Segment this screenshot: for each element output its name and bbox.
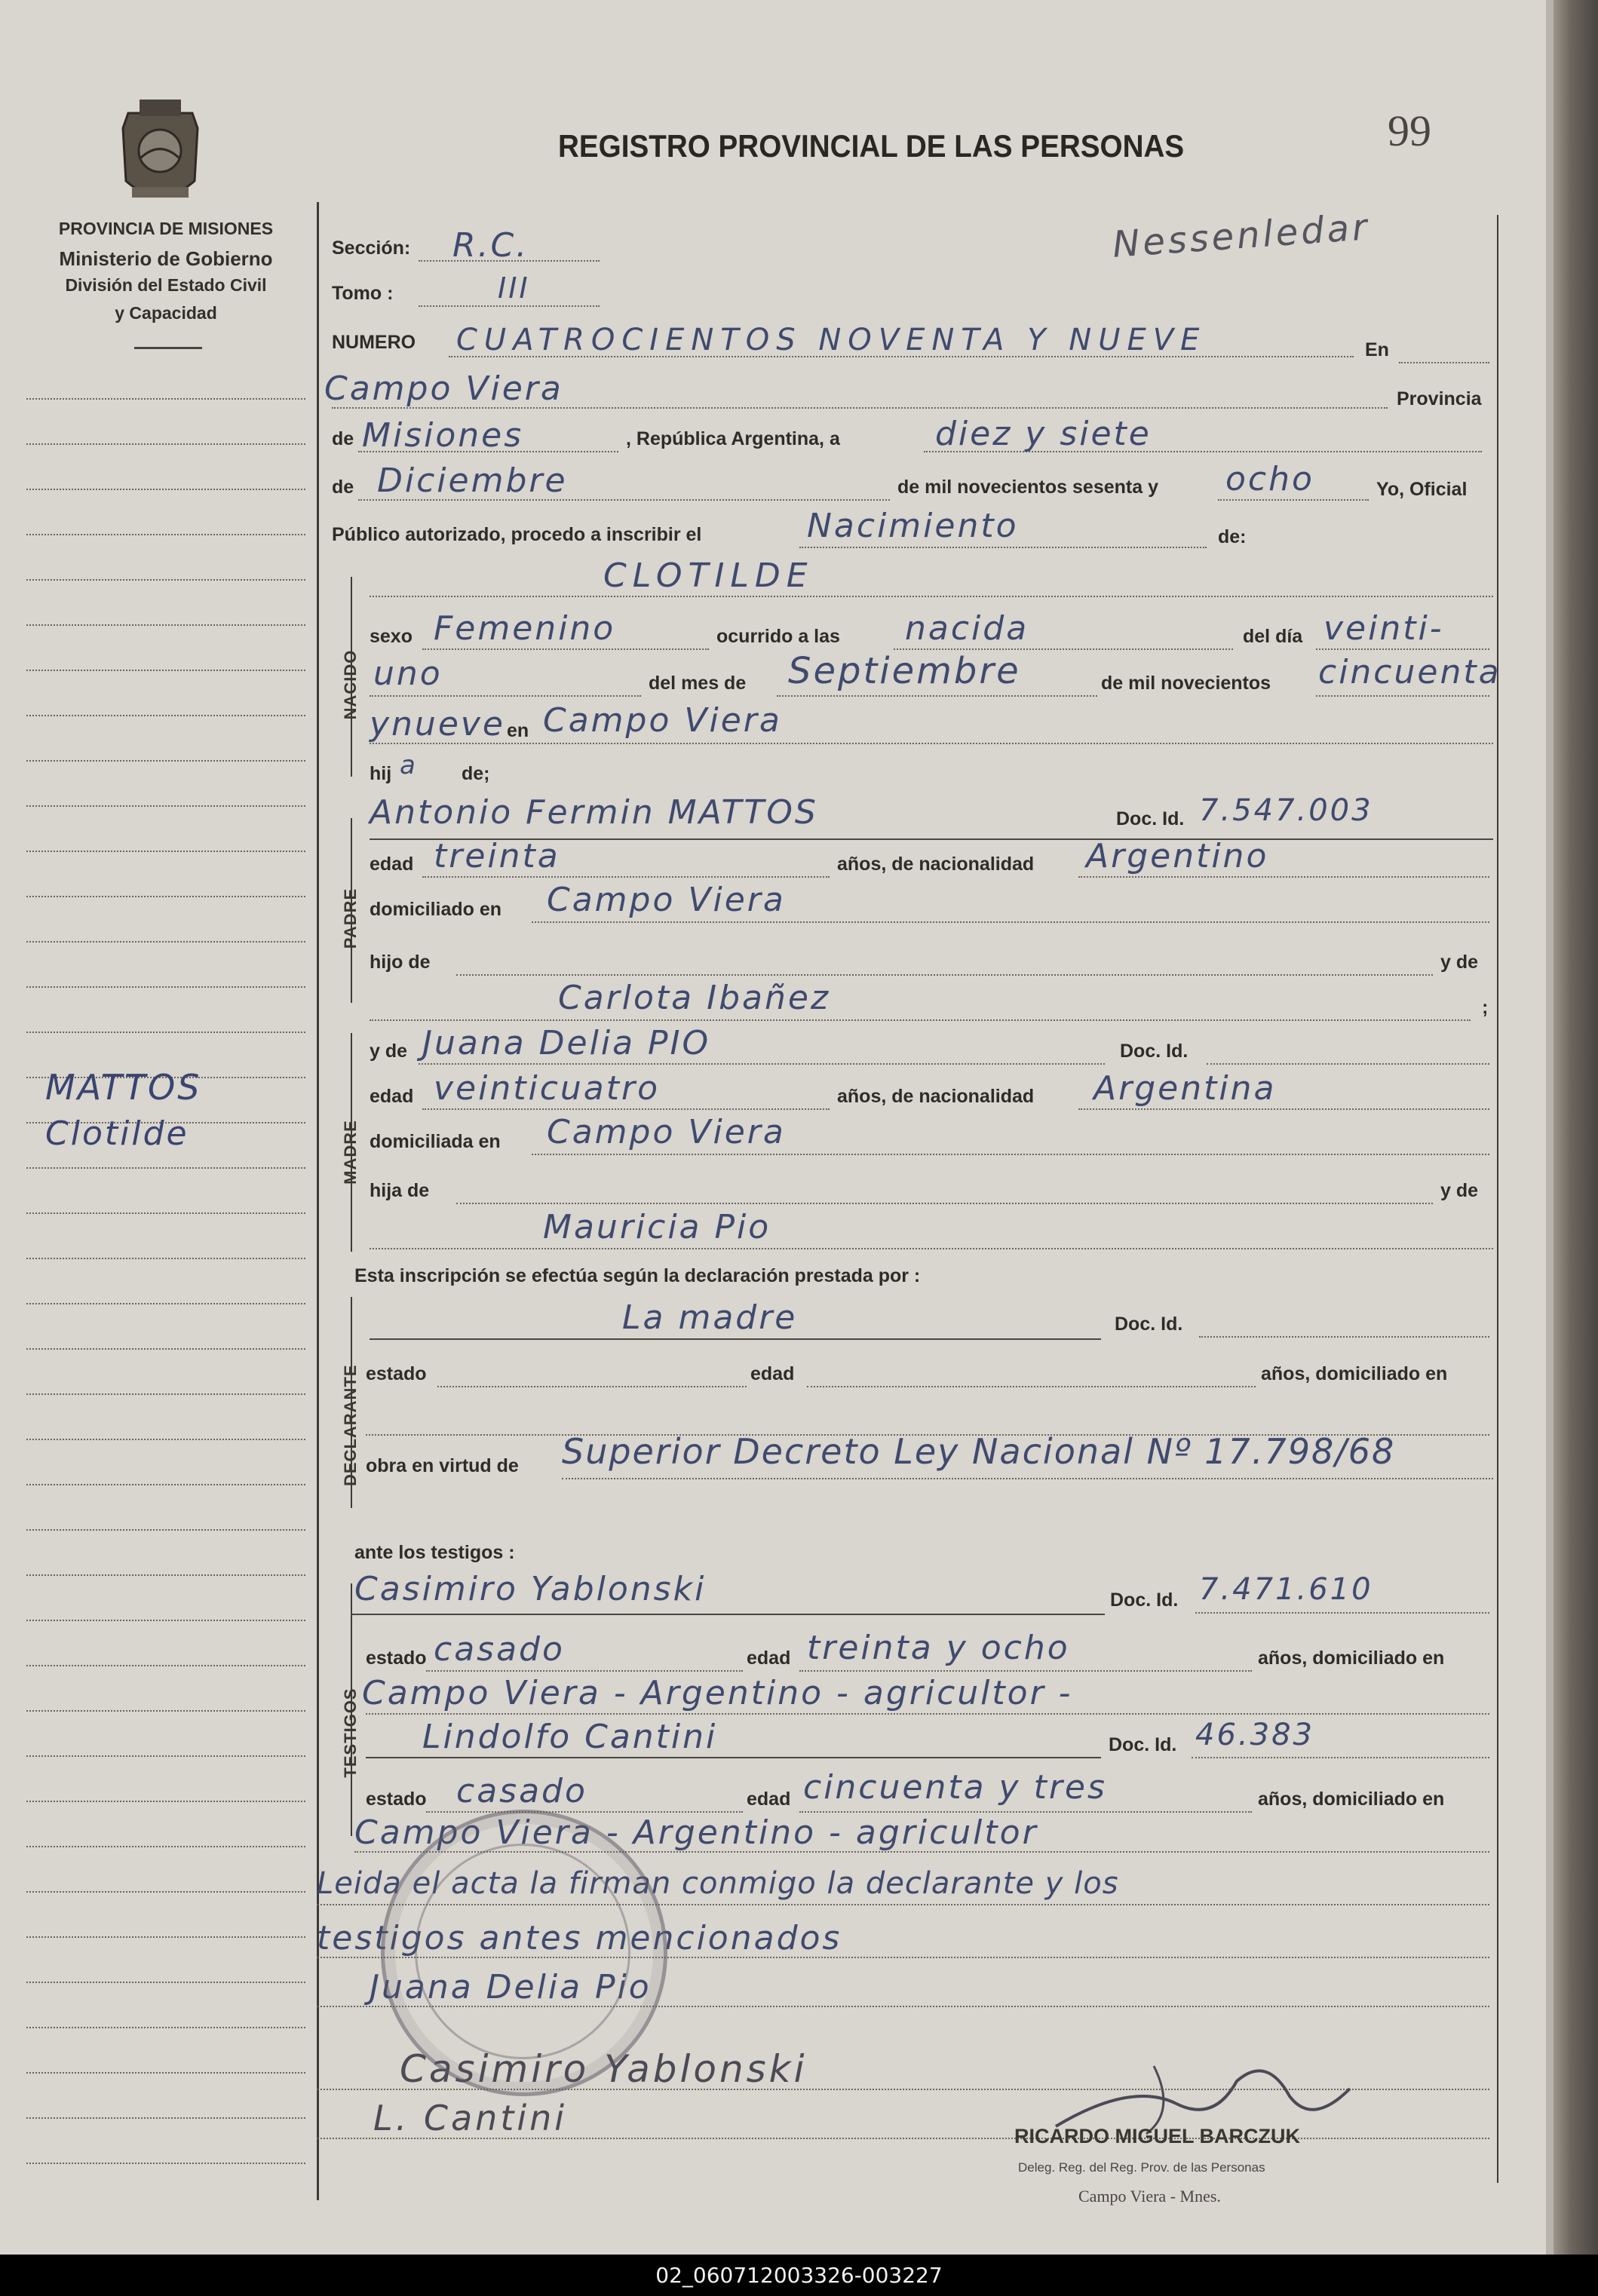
label-declarante-edad: edad xyxy=(750,1363,795,1384)
label-testigo1-estado: estado xyxy=(366,1648,427,1669)
field-hij-suffix: a xyxy=(400,750,418,780)
section-label-padre: PADRE xyxy=(341,887,360,949)
label-madre-anos-nac: años, de nacionalidad xyxy=(837,1086,1035,1107)
label-padre-edad: edad xyxy=(370,854,414,875)
field-acto: Nacimiento xyxy=(807,507,1019,545)
field-seccion: R.C. xyxy=(452,226,529,265)
official-seal xyxy=(381,1810,667,2096)
field-testigo2-edad: cincuenta y tres xyxy=(803,1768,1107,1807)
label-provincia: Provincia xyxy=(1397,388,1482,409)
label-semicolon: ; xyxy=(1482,997,1489,1018)
left-header-line3: División del Estado Civil xyxy=(65,275,267,295)
field-testigo1-dom: Campo Viera - Argentino - agricultor - xyxy=(362,1674,1073,1712)
field-dia-nac-2: uno xyxy=(373,654,443,693)
footer-code-bar xyxy=(0,2255,1598,2296)
label-del-dia: del día xyxy=(1243,626,1303,647)
label-testigo1-doc: Doc. Id. xyxy=(1110,1589,1179,1611)
field-mes-inscripcion: Diciembre xyxy=(377,461,568,500)
label-padre-doc: Doc. Id. xyxy=(1116,808,1185,829)
official-title: Deleg. Reg. del Reg. Prov. de las Personas xyxy=(1018,2160,1265,2175)
label-de-provincia: de xyxy=(332,428,354,449)
label-tomo: Tomo : xyxy=(332,283,394,304)
label-padre-anos-nac: años, de nacionalidad xyxy=(837,854,1035,875)
field-testigo1-estado: casado xyxy=(434,1630,565,1669)
field-ano-inscripcion: ocho xyxy=(1225,460,1314,498)
field-padre-madre: Carlota Ibañez xyxy=(558,979,831,1017)
label-testigo1-edad: edad xyxy=(747,1648,791,1669)
label-de-mes: de xyxy=(332,477,354,498)
note-line-2: testigos antes mencionados xyxy=(317,1919,842,1957)
label-mil-sesenta: de mil novecientos sesenta y xyxy=(897,477,1158,498)
field-ano-nac-1: cincuenta xyxy=(1318,653,1501,691)
field-madre-dom: Campo Viera xyxy=(547,1113,786,1151)
field-dia-inscripcion: diez y siete xyxy=(935,415,1152,453)
field-tomo: III xyxy=(498,271,530,305)
field-padre-dom: Campo Viera xyxy=(547,881,786,919)
label-numero: NUMERO xyxy=(332,332,416,353)
field-testigo2-estado: casado xyxy=(456,1772,587,1810)
label-madre-domicilio: domiciliada en xyxy=(370,1131,501,1152)
label-testigo2-estado: estado xyxy=(366,1789,427,1810)
label-declarante-estado: estado xyxy=(366,1363,427,1384)
field-nombre: CLOTILDE xyxy=(603,556,814,595)
signature-testigo2: L. Cantini xyxy=(373,2098,568,2138)
document-title: REGISTRO PROVINCIAL DE LAS PERSONAS xyxy=(558,128,1185,164)
field-testigo2-dom: Campo Viera - Argentino - agricultor xyxy=(354,1813,1038,1852)
provincial-emblem xyxy=(113,98,207,211)
label-madre-hija-de: hija de xyxy=(370,1180,430,1201)
label-sexo: sexo xyxy=(370,626,413,647)
left-header-line4: y Capacidad xyxy=(115,303,217,323)
official-name: RICARDO MIGUEL BARCZUK xyxy=(1014,2125,1300,2147)
label-testigos: ante los testigos : xyxy=(354,1542,515,1563)
label-madre-edad: edad xyxy=(370,1086,414,1107)
section-label-declarante: DECLARANTE xyxy=(341,1364,360,1486)
label-ocurrido: ocurrido a las xyxy=(716,626,840,647)
label-en-lugar: en xyxy=(507,720,529,741)
left-header-line2: Ministerio de Gobierno xyxy=(59,247,273,270)
signature-testigo1: Casimiro Yablonski xyxy=(400,2047,808,2091)
field-testigo1-doc: 7.471.610 xyxy=(1199,1572,1373,1607)
label-de-semi: de; xyxy=(462,763,490,784)
official-place: Campo Viera - Mnes. xyxy=(1078,2187,1221,2206)
label-testigo2-anos-dom: años, domiciliado en xyxy=(1258,1789,1445,1810)
label-testigo2-edad: edad xyxy=(747,1789,791,1810)
field-madre-edad: veinticuatro xyxy=(434,1069,660,1108)
field-testigo2-doc: 46.383 xyxy=(1195,1718,1314,1752)
label-de-colon: de: xyxy=(1218,526,1247,547)
field-provincia: Misiones xyxy=(362,416,524,455)
field-lugar: Campo Viera xyxy=(324,369,563,408)
footer-code: 02_060712003326-003227 xyxy=(655,2263,943,2288)
field-testigo1-nombre: Casimiro Yablonski xyxy=(354,1570,707,1608)
left-header-rule xyxy=(134,347,202,349)
label-en: En xyxy=(1365,339,1389,360)
field-padre-nac: Argentino xyxy=(1086,837,1269,875)
label-madre-y-de: y de xyxy=(370,1041,408,1062)
margin-note-given: Clotilde xyxy=(45,1114,189,1153)
field-madre-nac: Argentina xyxy=(1093,1069,1277,1108)
section-label-testigos: TESTIGOS xyxy=(341,1688,360,1778)
label-declarante-anos-dom: años, domiciliado en xyxy=(1261,1363,1448,1384)
field-testigo1-edad: treinta y ocho xyxy=(807,1629,1070,1667)
page-number: 99 xyxy=(1388,106,1431,155)
right-vertical-rule xyxy=(1497,215,1498,2183)
label-madre-doc: Doc. Id. xyxy=(1120,1041,1189,1062)
field-madre-madre: Mauricia Pio xyxy=(543,1208,771,1246)
field-sexo: Femenino xyxy=(434,609,616,648)
label-madre-y-de-2: y de xyxy=(1440,1180,1479,1201)
note-line-1: Leida el acta la firman conmigo la declarante y los xyxy=(317,1866,1119,1901)
field-lugar-nac: Campo Viera xyxy=(543,701,782,740)
label-seccion: Sección: xyxy=(332,238,411,259)
label-declarante-doc: Doc. Id. xyxy=(1115,1314,1183,1335)
field-ano-nac-2: ynueve xyxy=(370,705,505,743)
field-madre-nombre: Juana Delia PIO xyxy=(422,1024,711,1062)
label-del-mes: del mes de xyxy=(649,673,747,694)
field-testigo2-nombre: Lindolfo Cantini xyxy=(422,1718,718,1756)
field-dia-nac-1: veinti- xyxy=(1323,609,1444,648)
field-padre-nombre: Antonio Fermin MATTOS xyxy=(370,793,818,832)
label-yo-oficial: Yo, Oficial xyxy=(1376,479,1468,500)
book-edge xyxy=(1554,0,1598,2255)
label-testigo1-anos-dom: años, domiciliado en xyxy=(1258,1648,1445,1669)
field-mes-nac: Septiembre xyxy=(788,650,1021,692)
label-padre-y-de: y de xyxy=(1440,952,1479,973)
section-label-madre: MADRE xyxy=(341,1120,360,1185)
left-header-line1: PROVINCIA DE MISIONES xyxy=(58,219,274,238)
field-obra-virtud: Superior Decreto Ley Nacional Nº 17.798/68 xyxy=(562,1431,1396,1472)
signature-madre: Juana Delia Pio xyxy=(370,1968,652,2006)
label-mil-novecientos: de mil novecientos xyxy=(1101,673,1271,694)
label-padre-domicilio: domiciliado en xyxy=(370,899,502,920)
field-numero: CUATROCIENTOS NOVENTA Y NUEVE xyxy=(456,323,1207,357)
field-padre-edad: treinta xyxy=(434,837,560,875)
label-hij: hij xyxy=(370,763,392,784)
field-declarante: La madre xyxy=(622,1298,798,1337)
label-republica: , República Argentina, a xyxy=(626,428,840,449)
label-publico: Público autorizado, procedo a inscribir el xyxy=(332,524,702,545)
top-signature: Nessenledar xyxy=(1111,206,1372,266)
label-testigo2-doc: Doc. Id. xyxy=(1109,1734,1177,1755)
label-obra: obra en virtud de xyxy=(366,1455,519,1476)
field-hora: nacida xyxy=(905,609,1029,648)
field-padre-doc: 7.547.003 xyxy=(1199,793,1373,828)
section-label-nacido: NACIDO xyxy=(341,649,360,720)
margin-note-surname: MATTOS xyxy=(45,1067,202,1108)
label-declaracion: Esta inscripción se efectúa según la declaración prestada por : xyxy=(354,1265,921,1286)
label-padre-hijo-de: hijo de xyxy=(370,952,431,973)
